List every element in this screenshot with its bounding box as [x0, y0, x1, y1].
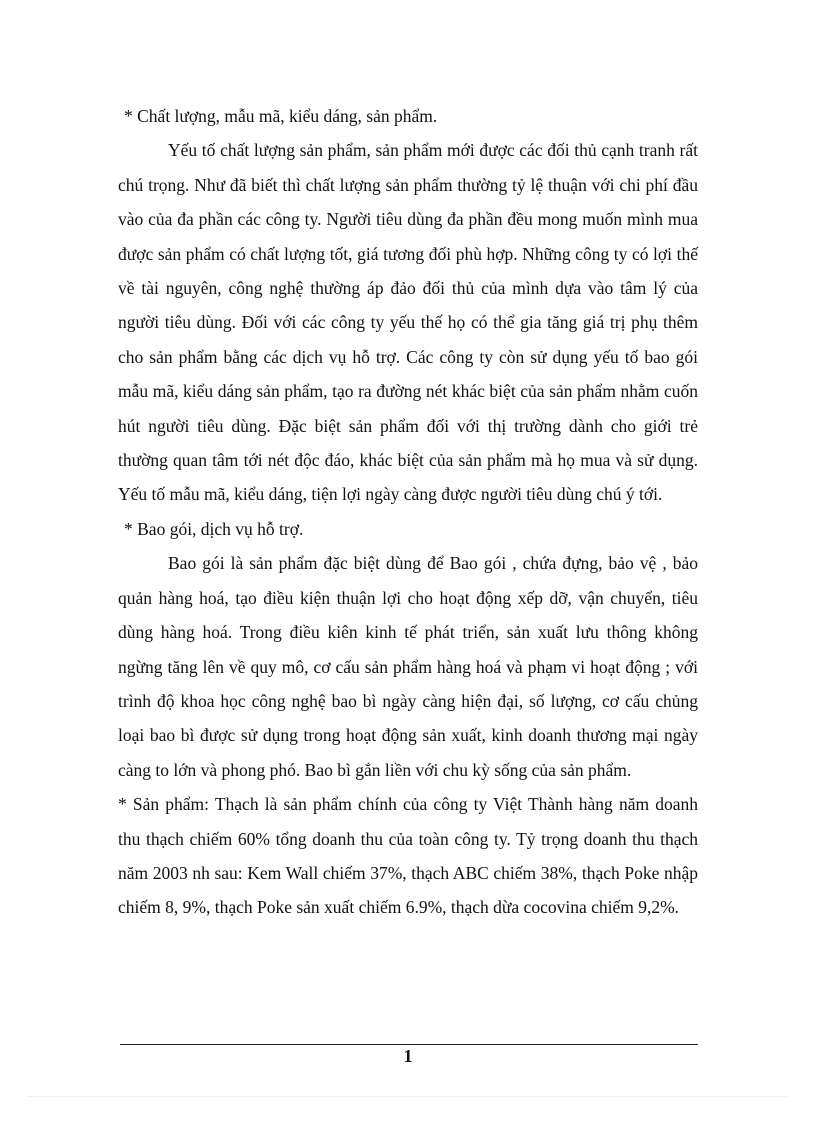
section-heading-packaging: * Bao gói, dịch vụ hỗ trợ.	[124, 518, 304, 539]
paragraph-quality: Yếu tố chất lượng sản phẩm, sản phẩm mới được các đối thủ cạnh tranh rất chú trọng. Như đã biết thì chất lượng sản phẩm thường tỷ lệ thuận với chi phí đầu vào của đa phần các công ty. Người tiêu dùng đa phần đều mong muốn mình mua được sản phẩm có chất lượng tốt, giá tương đối phù hợp. Những công ty có lợi thế về tài nguyên, công nghệ thường áp đảo đối thủ của mình dựa vào tâm lý của người tiêu dùng. Đối với các công ty yếu thế họ có thể gia tăng giá trị phụ thêm cho sản phẩm bằng các dịch vụ hỗ trợ. Các công ty còn sử dụng yếu tố bao gói mẫu mã, kiểu dáng sản phẩm, tạo ra đường nét khác biệt của sản phẩm nhằm cuốn hút người tiêu dùng. Đặc biệt sản phẩm đối với thị trường dành cho giới trẻ thường quan tâm tới nét độc đáo, khác biệt của sản phẩm mà họ mua và sử dụng. Yếu tố mẫu mã, kiểu dáng, tiện lợi ngày càng được người tiêu dùng chú ý tới.	[118, 140, 698, 505]
paragraph-products: * Sản phẩm: Thạch là sản phẩm chính của công ty Việt Thành hàng năm doanh thu thạch chiếm 60% tổng doanh thu của toàn công ty. Tỷ trọng doanh thu thạch năm 2003 nh sau: Kem Wall chiếm 37%, thạch ABC chiếm 38%, thạch Poke nhập chiếm 8, 9%, thạch Poke sản xuất chiếm 6.9%, thạch dừa cocovina chiếm 9,2%.	[118, 794, 698, 918]
paragraph-packaging: Bao gói là sản phẩm đặc biệt dùng để Bao gói , chứa đựng, bảo vệ , bảo quản hàng hoá, tạo điều kiện thuận lợi cho hoạt động xếp dỡ, vận chuyển, tiêu dùng hàng hoá. Trong điều kiên kinh tế phát triển, sản xuất lưu thông không ngừng tăng lên về quy mô, cơ cấu sản phẩm hàng hoá và phạm vi hoạt động ; với trình độ khoa học công nghệ bao bì ngày càng hiện đại, số lượng, cơ cấu chủng loại bao bì được sử dụng trong hoạt động sản xuất, kinh doanh thương mại ngày càng to lớn và phong phó. Bao bì gắn liền với chu kỳ sống của sản phẩm.	[118, 553, 698, 780]
page-body	[118, 99, 698, 925]
section-heading-quality: * Chất lượng, mẫu mã, kiểu dáng, sản phẩm.	[124, 106, 438, 126]
page-number: 1	[403, 1046, 413, 1066]
footer-divider	[120, 1044, 698, 1045]
page-bottom-edge	[28, 1096, 788, 1097]
